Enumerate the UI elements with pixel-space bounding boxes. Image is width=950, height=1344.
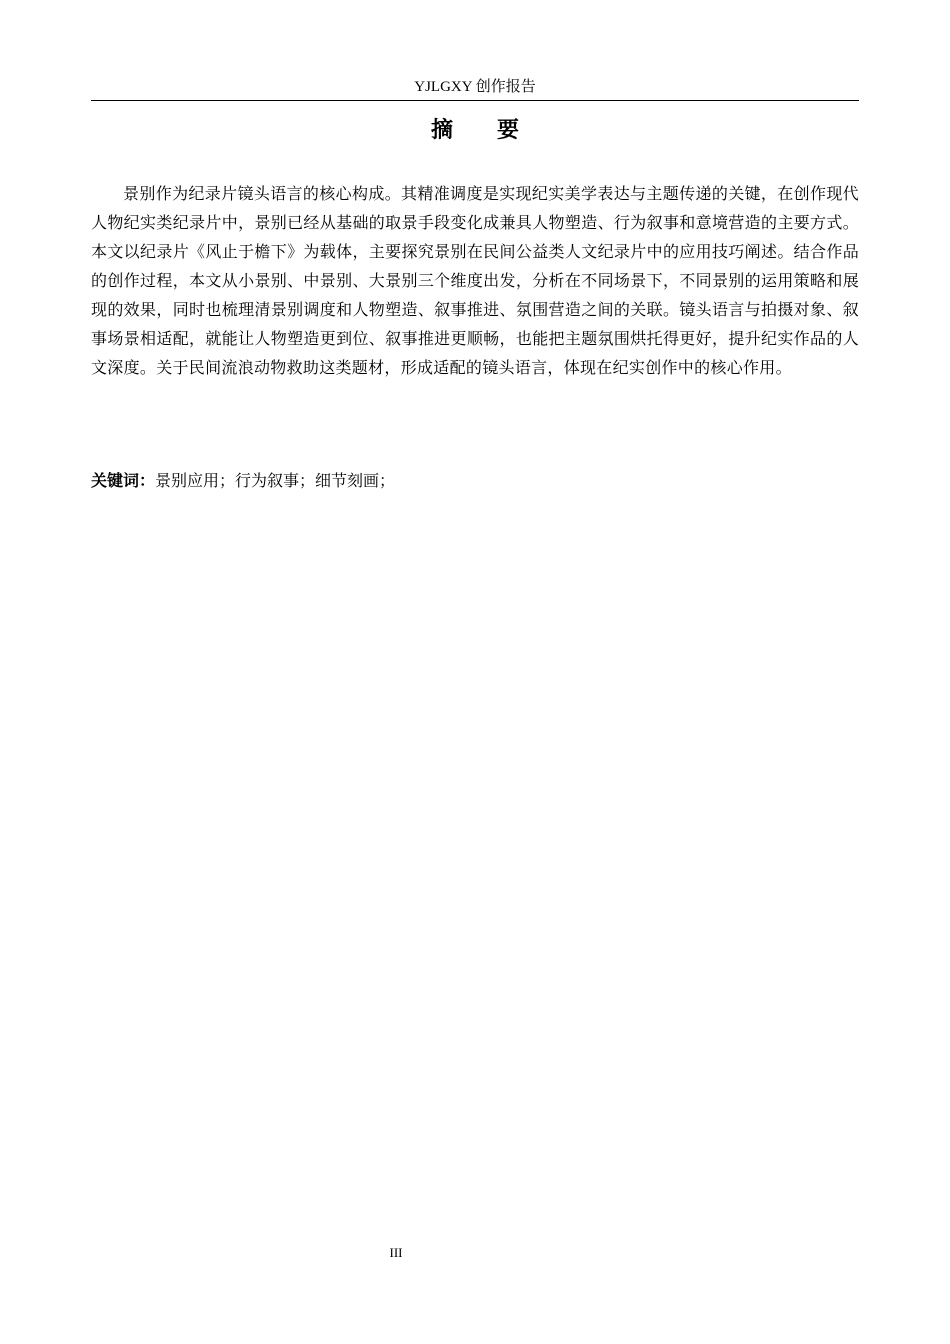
running-header: YJLGXY 创作报告 (414, 79, 536, 95)
header-divider (91, 100, 859, 101)
abstract-body: 景别作为纪录片镜头语言的核心构成。其精准调度是实现纪实美学表达与主题传递的关键，在创作现代人物纪实类纪录片中，景别已经从基础的取景手段变化成兼具人物塑造、行为叙事和意境营造的主要方式。本文以纪录片《风止于檐下》为载体，主要探究景别在民间公益类人文纪录片中的应用技巧阐述。结合作品的创作过程，本文从小景别、中景别、大景别三个维度出发，分析在不同场景下，不同景别的运用策略和展现的效果，同时也梳理清景别调度和人物塑造、叙事推进、氛围营造之间的关联。镜头语言与拍摄对象、叙事场景相适配，就能让人物塑造更到位、叙事推进更顺畅，也能把主题氛围烘托得更好，提升纪实作品的人文深度。关于民间流浪动物救助这类题材，形成适配的镜头语言，体现在纪实创作中的核心作用。 (91, 184, 859, 377)
keywords-label: 关键词： (91, 471, 156, 490)
keywords-value: 景别应用；行为叙事；细节刻画； (155, 471, 396, 490)
abstract-title-char-2: 要 (497, 118, 520, 143)
page-number: III (389, 1245, 403, 1260)
keywords-line (91, 467, 859, 495)
abstract-title-char-1: 摘 (430, 118, 453, 143)
abstract-title (91, 115, 859, 147)
